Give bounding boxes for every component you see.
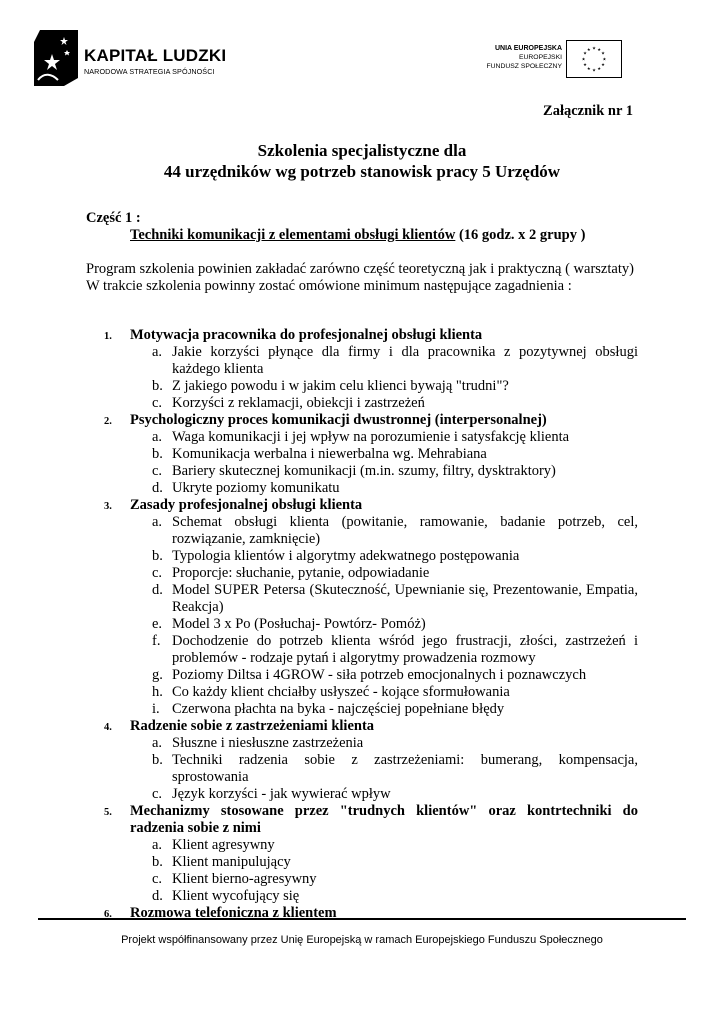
topic-item — [0, 735, 724, 752]
topic-item-letter: a. — [152, 735, 163, 751]
topic-item-text: Waga komunikacji i jej wpływ na porozumienie i satysfakcję klienta — [172, 429, 570, 445]
kapital-ludzki-emblem-icon — [34, 30, 78, 86]
eu-logo-line1: UNIA EUROPEJSKA — [494, 45, 562, 52]
svg-text:★: ★ — [583, 63, 587, 69]
topic-item — [0, 854, 724, 871]
topic-item-text: Język korzyści - jak wywierać wpływ — [172, 786, 391, 802]
topic-item — [0, 429, 724, 446]
topic-item-letter: b. — [152, 752, 163, 768]
topic-section — [0, 327, 724, 412]
eu-flag-icon — [566, 40, 622, 78]
topic-item-text: Klient manipulujący — [172, 854, 291, 870]
footer-divider — [38, 918, 686, 920]
topic-item-letter: c. — [152, 565, 163, 581]
topic-section-title-text: Zasady profesjonalnej obsługi klienta — [130, 497, 363, 513]
svg-text:★: ★ — [586, 47, 591, 53]
topic-item-letter: i. — [152, 701, 160, 717]
topic-item-letter: g. — [152, 667, 163, 683]
topic-item-text: Bariery skutecznej komunikacji (m.in. szumy, filtry, dysktraktory) — [172, 463, 556, 479]
svg-text:★: ★ — [592, 46, 596, 52]
topic-item-letter: c. — [152, 463, 163, 479]
topic-item-text: Klient agresywny — [172, 837, 275, 853]
topic-item-text: Czerwona płachta na byka - najczęściej popełniane błędy — [172, 701, 505, 717]
topic-section-title — [0, 803, 724, 837]
topic-section-number: 6. — [104, 909, 112, 920]
part-topic — [130, 227, 585, 244]
topic-item — [0, 446, 724, 463]
topic-item-text: Proporcje: słuchanie, pytanie, odpowiadanie — [172, 565, 430, 581]
topic-section-title-text: Rozmowa telefoniczna z klientem — [130, 905, 337, 921]
eu-logo-text — [486, 44, 562, 71]
topic-item-text: Techniki radzenia sobie z zastrzeżeniami: bumerang, kompensacja, sprostowania — [172, 752, 638, 785]
topic-section-number: 2. — [104, 416, 112, 427]
topic-item-text: Z jakiego powodu i w jakim celu klienci bywają "trudni"? — [172, 378, 509, 394]
svg-text:★: ★ — [586, 66, 591, 72]
topic-item-text: Typologia klientów i algorytmy adekwatnego postępowania — [172, 548, 520, 564]
topic-item-text: Ukryte poziomy komunikatu — [172, 480, 340, 496]
svg-text:★: ★ — [597, 66, 602, 72]
svg-text:★: ★ — [601, 63, 605, 69]
topic-item-text: Model 3 x Po (Posłuchaj- Powtórz- Pomóż) — [172, 616, 426, 632]
topic-item — [0, 582, 724, 616]
topic-item — [0, 344, 724, 378]
topic-item-letter: d. — [152, 480, 163, 496]
topic-item — [0, 616, 724, 633]
page-title-line2: 44 urzędników wg potrzeb stanowisk pracy 5 Urzędów — [163, 162, 561, 181]
topic-item-letter: c. — [152, 395, 163, 411]
topic-item — [0, 701, 724, 718]
topic-item-letter: d. — [152, 582, 163, 598]
topic-item-text: Klient wycofujący się — [172, 888, 300, 904]
topic-section-title-text: Psychologiczny proces komunikacji dwustronnej (interpersonalnej) — [130, 412, 547, 428]
topic-section-number: 5. — [104, 807, 112, 818]
topic-item — [0, 395, 724, 412]
topic-item-letter: b. — [152, 446, 163, 462]
topic-section-title — [0, 412, 724, 429]
topic-item-text: Klient bierno-agresywny — [172, 871, 317, 887]
topic-item — [0, 684, 724, 701]
topic-item — [0, 480, 724, 497]
topic-section-title-text: Radzenie sobie z zastrzeżeniami klienta — [130, 718, 375, 734]
topic-item-letter: a. — [152, 344, 163, 360]
topic-item-letter: e. — [152, 616, 163, 632]
topic-section-number: 3. — [104, 501, 112, 512]
topic-item — [0, 514, 724, 548]
svg-text:★: ★ — [597, 47, 602, 53]
topic-item-text: Komunikacja werbalna i niewerbalna wg. Mehrabiana — [172, 446, 487, 462]
topic-item — [0, 786, 724, 803]
topic-item — [0, 888, 724, 905]
topic-item-text: Schemat obsługi klienta (powitanie, ramowanie, badanie potrzeb, cel, rozwiązanie, zamknięcie) — [172, 514, 638, 547]
topic-item-letter: a. — [152, 514, 163, 530]
topic-item — [0, 871, 724, 888]
topic-item-text: Co każdy klient chciałby usłyszeć - kojące sformułowania — [172, 684, 510, 700]
svg-text:★: ★ — [583, 51, 587, 57]
kapital-ludzki-title: KAPITAŁ LUDZKI — [84, 46, 227, 65]
svg-text:★: ★ — [602, 57, 607, 63]
eu-logo — [478, 40, 624, 82]
topic-item — [0, 548, 724, 565]
topic-item — [0, 378, 724, 395]
topic-section-number: 1. — [104, 331, 112, 342]
eu-logo-line2: EUROPEJSKI — [518, 54, 562, 61]
topic-item-letter: a. — [152, 837, 163, 853]
topic-item — [0, 667, 724, 684]
page-title — [0, 140, 724, 182]
topic-section-title-text: Mechanizmy stosowane przez "trudnych klientów" oraz kontrtechniki do radzenia sobie z nimi — [130, 803, 638, 836]
topic-item — [0, 565, 724, 582]
topic-item-letter: b. — [152, 378, 163, 394]
topic-section — [0, 803, 724, 905]
topic-section-title — [0, 718, 724, 735]
topic-item — [0, 633, 724, 667]
topic-item-letter: c. — [152, 786, 163, 802]
topic-item-text: Poziomy Diltsa i 4GROW - siła potrzeb emocjonalnych i poznawczych — [172, 667, 587, 683]
topic-item-letter: b. — [152, 548, 163, 564]
topic-item-letter: h. — [152, 684, 163, 700]
topic-item-letter: a. — [152, 429, 163, 445]
topic-item-letter: c. — [152, 871, 163, 887]
topic-section-title — [0, 327, 724, 344]
topic-item — [0, 752, 724, 786]
svg-text:★: ★ — [581, 57, 586, 63]
topic-item-text: Model SUPER Petersa (Skuteczność, Upewnianie się, Prezentowanie, Empatia, Reakcja) — [172, 582, 638, 615]
topic-section — [0, 412, 724, 497]
kapital-ludzki-logo — [34, 30, 227, 90]
part-topic-hours: (16 godz. x 2 grupy ) — [455, 227, 586, 243]
part-label: Część 1 : — [86, 210, 141, 226]
part-topic-title: Techniki komunikacji z elementami obsługi klientów — [130, 227, 456, 243]
eu-logo-line3: FUNDUSZ SPOŁECZNY — [486, 63, 562, 70]
topic-item-letter: d. — [152, 888, 163, 904]
topic-section-title-text: Motywacja pracownika do profesjonalnej obsługi klienta — [130, 327, 483, 343]
topic-section — [0, 718, 724, 803]
topic-section-number: 4. — [104, 722, 112, 733]
kapital-ludzki-subtitle: NARODOWA STRATEGIA SPÓJNOŚCI — [84, 67, 215, 76]
svg-text:★: ★ — [592, 68, 596, 74]
topic-item-text: Słuszne i niesłuszne zastrzeżenia — [172, 735, 364, 751]
topic-item — [0, 837, 724, 854]
topic-list — [0, 327, 724, 922]
footer-text: Projekt współfinansowany przez Unię Europejską w ramach Europejskiego Funduszu Społecznego — [121, 934, 603, 946]
topic-section — [0, 497, 724, 718]
topic-item — [0, 463, 724, 480]
annex-label: Załącznik nr 1 — [543, 103, 633, 119]
topic-item-text: Dochodzenie do potrzeb klienta wśród jego frustracji, złości, zastrzeżeń i problemów - rodzaje pytań i algorytmy prowadzenia rozmowy — [172, 633, 638, 666]
topic-item-text: Korzyści z reklamacji, obiekcji i zastrzeżeń — [172, 395, 425, 411]
topic-section-title — [0, 497, 724, 514]
intro-paragraph: Program szkolenia powinien zakładać zarówno część teoretyczną jak i praktyczną ( warsztaty) W trakcie szkolenia powinny zostać omówione minimum następujące zagadnienia : — [86, 261, 634, 294]
topic-item-letter: b. — [152, 854, 163, 870]
topic-item-letter: f. — [152, 633, 161, 649]
page-title-line1: Szkolenia specjalistyczne dla — [257, 141, 467, 160]
svg-text:★: ★ — [601, 51, 605, 57]
topic-item-text: Jakie korzyści płynące dla firmy i dla pracownika z pozytywnej obsługi każdego klienta — [172, 344, 638, 377]
